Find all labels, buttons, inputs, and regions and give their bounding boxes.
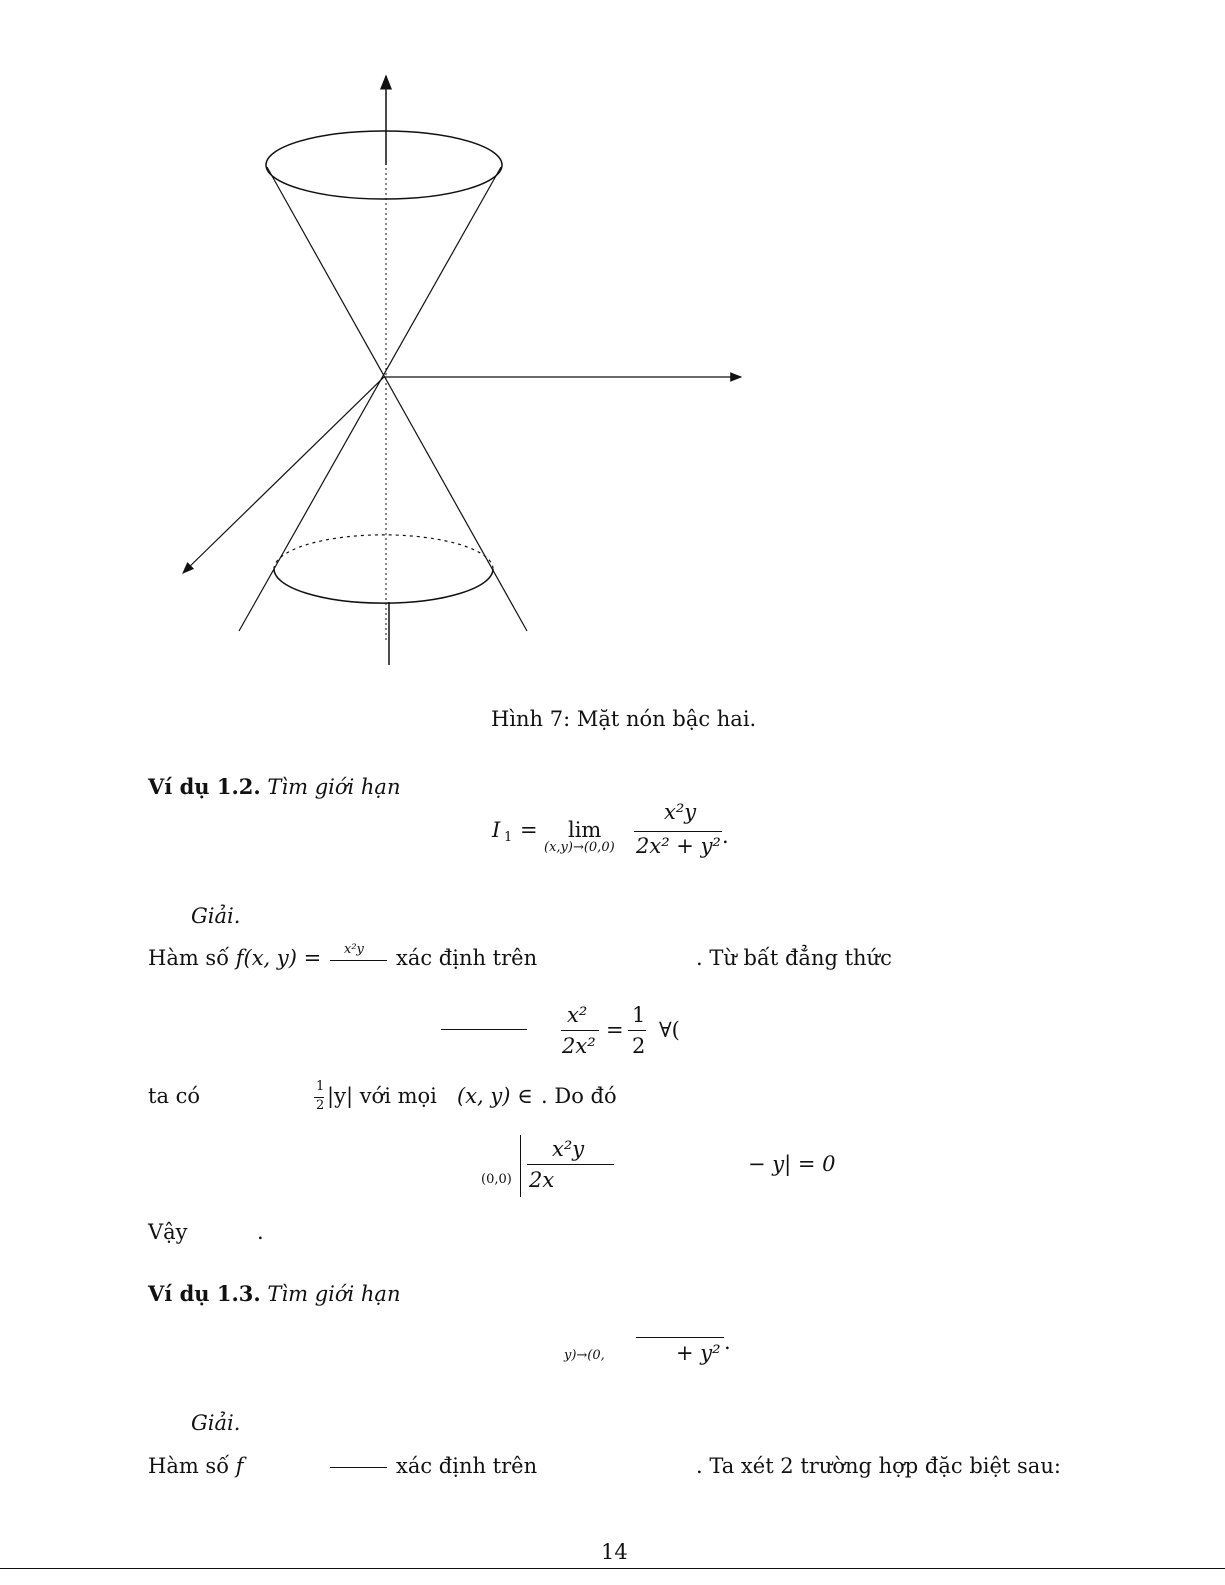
figure-caption: Hình 7: Mặt nón bậc hai. xyxy=(491,707,757,731)
example-1-2-heading xyxy=(148,774,400,799)
solution-label-2: Giải. xyxy=(191,1411,241,1435)
line2-text-c: (x, y) ∈ xyxy=(457,1084,533,1108)
cone-figure xyxy=(0,0,1225,700)
line2-text-b: |y| với mọi xyxy=(327,1084,437,1108)
line2-text-b: xác định trên xyxy=(396,1454,538,1478)
bottom-ellipse-back xyxy=(274,535,493,569)
eq-denominator: 2x² + y² xyxy=(636,834,721,858)
lim2-num: x²y xyxy=(552,1137,585,1161)
lim2-abs-bar xyxy=(520,1135,521,1197)
line2-text-d: . Do đó xyxy=(541,1084,617,1108)
lim2-frac-bar xyxy=(527,1164,614,1165)
example-1-3-heading xyxy=(148,1281,400,1306)
eq-numerator: x²y xyxy=(664,800,697,824)
solution-label-1: Giải. xyxy=(191,904,241,928)
eq-lhs: I xyxy=(492,818,501,842)
ineq-forall: ∀( xyxy=(659,1018,680,1042)
conclusion-text: Vậy xyxy=(148,1220,188,1244)
eq2-lim-sub: y)→(0, xyxy=(564,1348,605,1363)
line1-function: f(x, y) = xyxy=(235,946,322,970)
example-prompt: Tìm giới hạn xyxy=(267,1282,401,1306)
line1-frac-num: x²y xyxy=(344,942,364,957)
line2-half-den: 2 xyxy=(316,1098,325,1113)
ineq-half-den: 2 xyxy=(632,1034,646,1058)
example-prompt: Tìm giới hạn xyxy=(267,775,401,799)
line1-text-c: . Từ bất đẳng thức xyxy=(696,946,892,970)
ineq-den: 2x² xyxy=(562,1034,596,1058)
x-axis xyxy=(183,377,384,573)
eq-lhs-sub: 1 xyxy=(504,830,513,845)
conclusion-1 xyxy=(148,1220,188,1244)
line1-text-a: Hàm số xyxy=(148,946,230,970)
line2-frac-bar xyxy=(330,1467,387,1468)
eq-equals: = xyxy=(520,818,538,842)
solution-line-2 xyxy=(148,1454,244,1478)
ineq-frac-bar-left xyxy=(441,1029,527,1030)
lim2-tail: − y| = 0 xyxy=(748,1152,836,1176)
conclusion-period: . xyxy=(257,1220,264,1244)
ineq-equals: = xyxy=(606,1018,624,1042)
line1-text-a: Hàm số xyxy=(148,1454,230,1478)
line1-text-b: xác định trên xyxy=(396,946,538,970)
eq2-den: + y² xyxy=(676,1341,721,1365)
bottom-ellipse-front xyxy=(274,569,493,603)
cone-side-right xyxy=(239,167,501,631)
footer-rule xyxy=(0,1568,1225,1569)
eq-lim-sub: (x,y)→(0,0) xyxy=(544,840,615,855)
ineq-half-num: 1 xyxy=(632,1003,646,1027)
solution-line-1 xyxy=(148,946,321,970)
top-ellipse xyxy=(266,131,502,199)
eq2-period: . xyxy=(724,1330,731,1354)
cone-side-left xyxy=(267,167,527,631)
line2-half-num: 1 xyxy=(316,1079,325,1094)
lim2-sub: (0,0) xyxy=(481,1172,512,1187)
eq-lim: lim xyxy=(568,818,602,842)
page-number: 14 xyxy=(601,1540,628,1564)
line2-text-c: . Ta xét 2 trường hợp đặc biệt sau: xyxy=(696,1454,1061,1478)
ineq-num: x² xyxy=(567,1003,588,1027)
eq-fraction-bar xyxy=(634,831,722,832)
lim2-den: 2x xyxy=(529,1168,555,1192)
example-label: Ví dụ 1.3. xyxy=(148,1281,261,1306)
eq-period: . xyxy=(722,824,729,848)
example-label: Ví dụ 1.2. xyxy=(148,774,261,799)
eq2-frac-bar xyxy=(636,1337,724,1338)
ineq-half-bar xyxy=(628,1030,646,1031)
line1-function: f xyxy=(235,1454,244,1478)
ineq-frac-bar xyxy=(561,1030,599,1031)
line1-frac-bar xyxy=(330,960,387,961)
line2-text-a: ta có xyxy=(148,1084,201,1108)
